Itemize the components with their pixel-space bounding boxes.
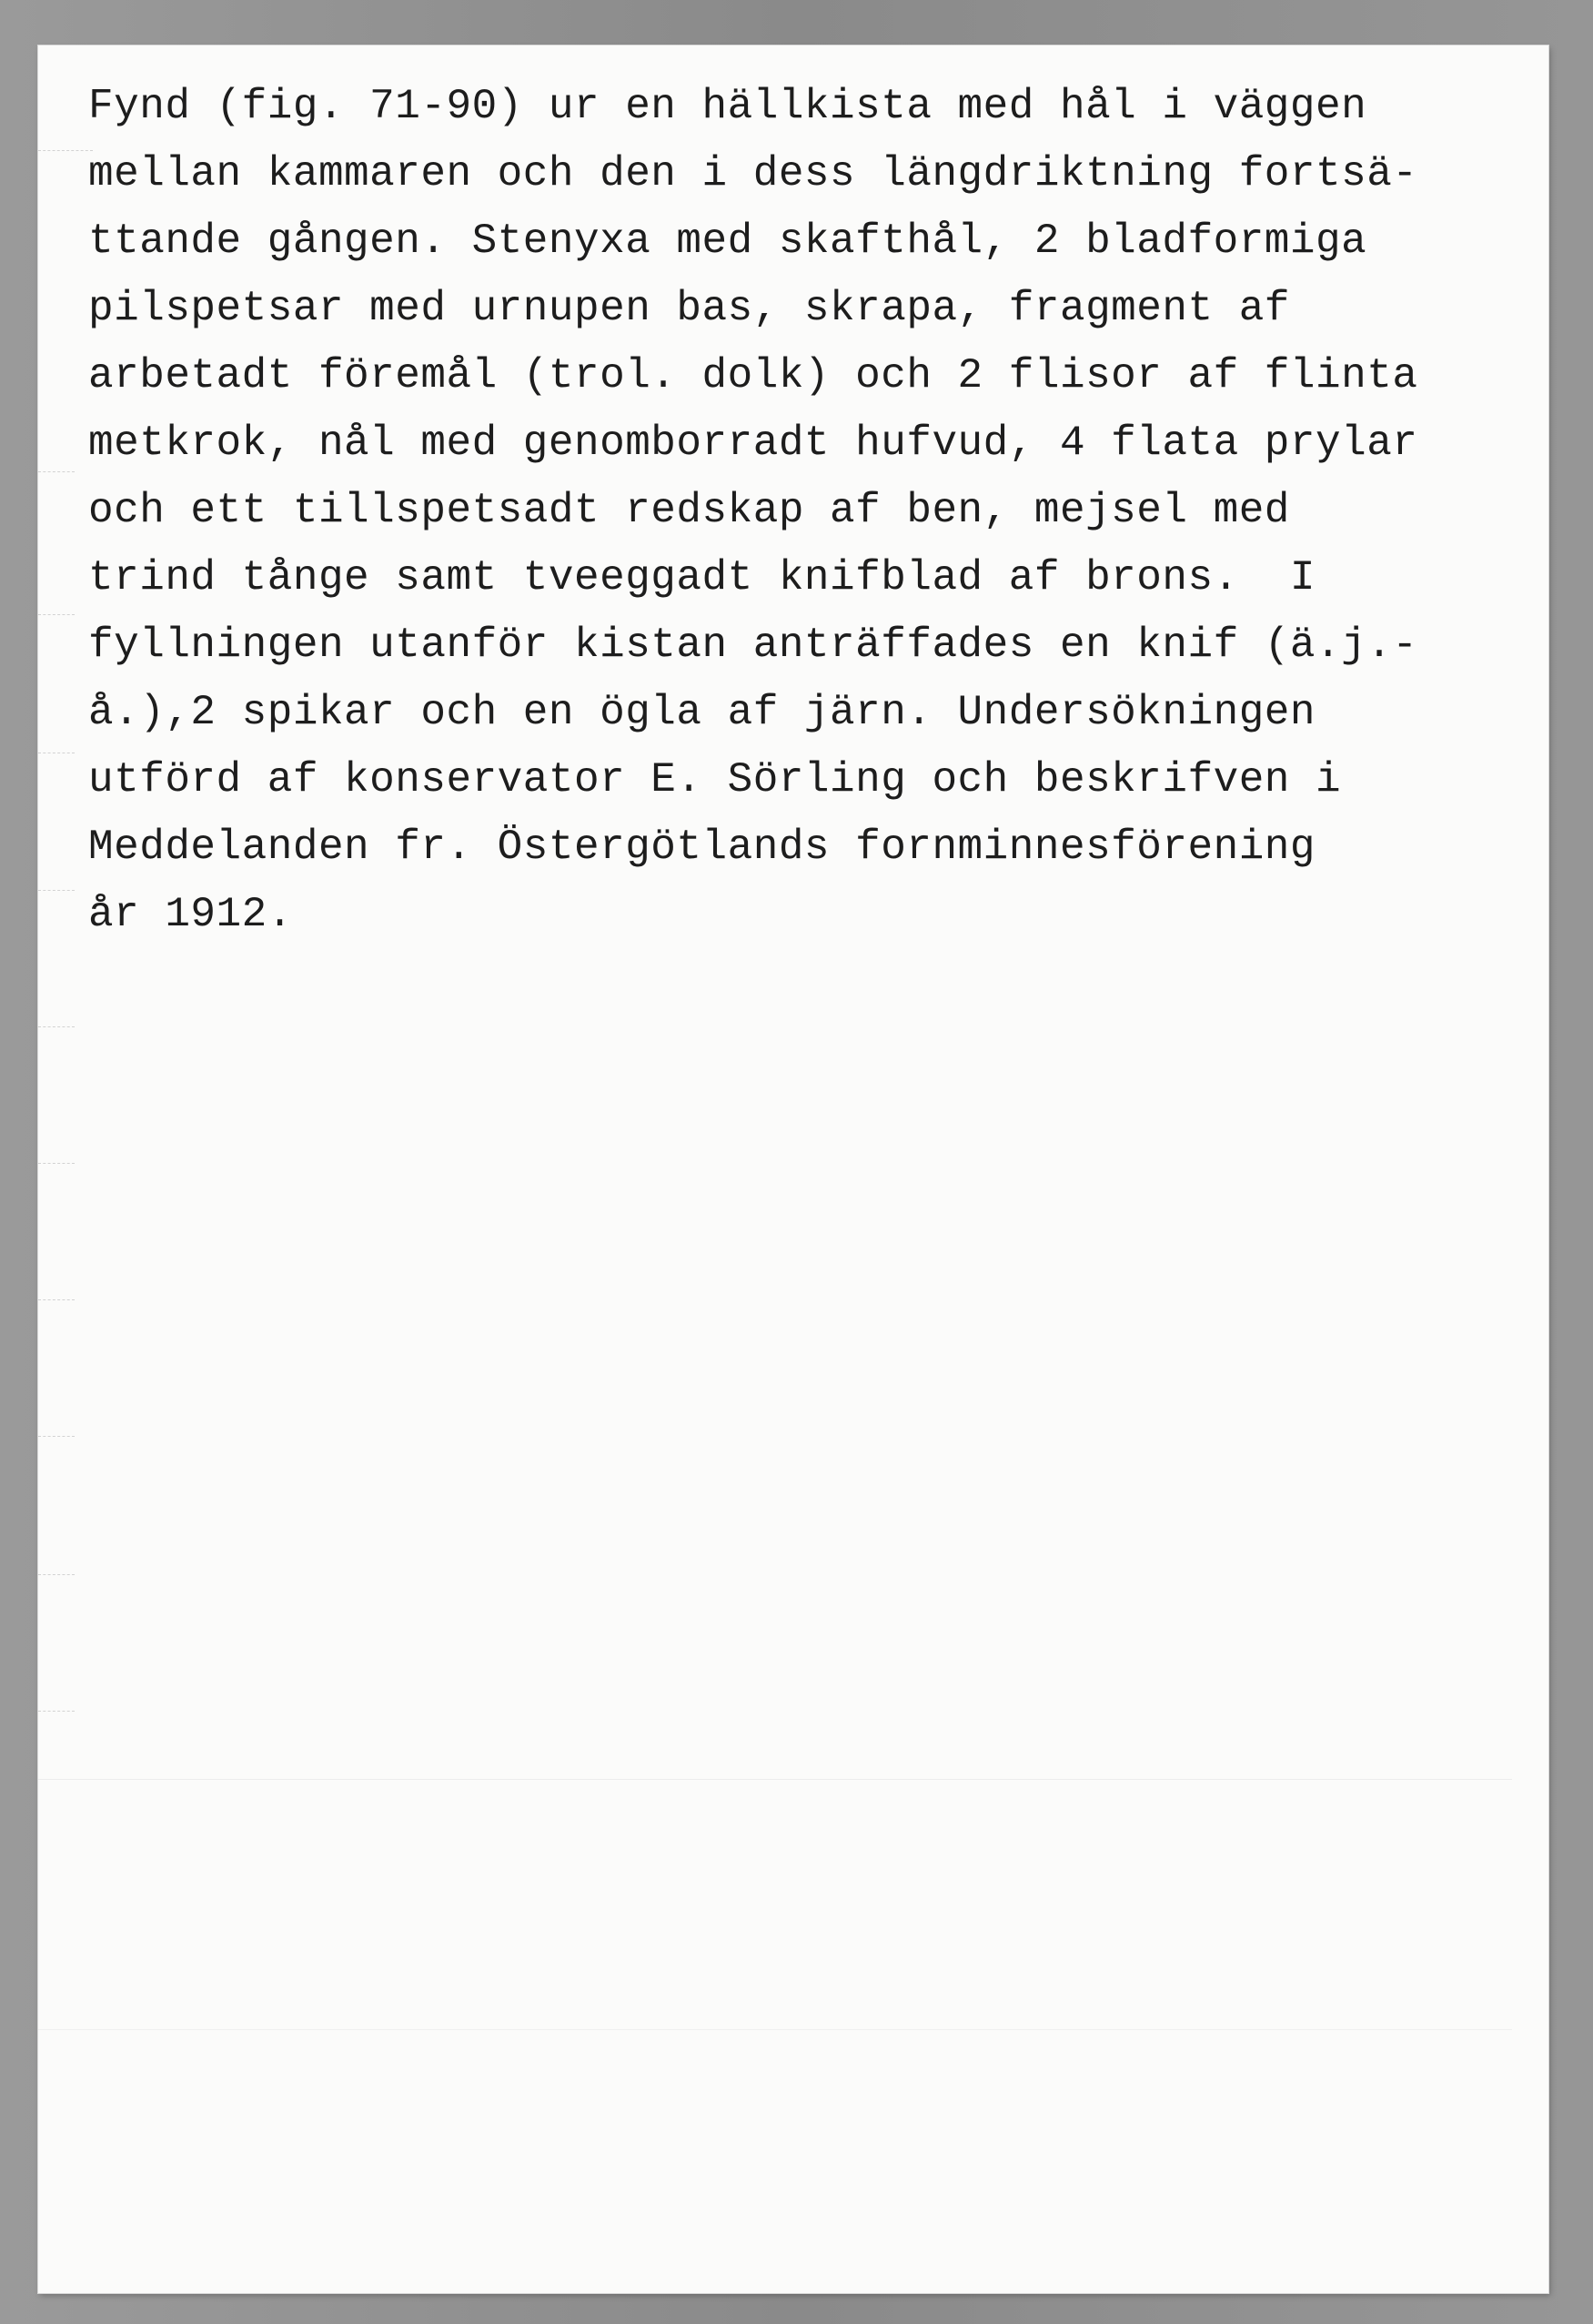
text-line: arbetadt föremål (trol. dolk) och 2 flisor af flinta	[88, 352, 1418, 399]
card-rule	[38, 753, 75, 754]
card-rule	[38, 471, 75, 473]
text-line: och ett tillspetsadt redskap af ben, mejsel med	[88, 487, 1290, 534]
card-rule	[38, 1163, 75, 1165]
card-rule	[38, 1026, 75, 1028]
text-line: utförd af konservator E. Sörling och beskrifven i	[88, 756, 1342, 803]
text-line: mellan kammaren och den i dess längdriktning fortsä-	[88, 150, 1418, 197]
text-line: Meddelanden fr. Östergötlands fornminnesförening	[88, 824, 1316, 871]
card-rule	[38, 614, 75, 616]
card-rule	[38, 2029, 1512, 2031]
card-rule	[38, 150, 93, 152]
text-line: Fynd (fig. 71-90) ur en hällkista med hål i väggen	[88, 83, 1367, 130]
card-rule	[38, 890, 75, 892]
card-rule	[38, 1299, 75, 1301]
index-card	[38, 45, 1548, 2293]
card-rule	[38, 1436, 75, 1438]
text-line: å.),2 spikar och en ögla af järn. Undersökningen	[88, 689, 1316, 736]
card-rule	[38, 1574, 75, 1576]
text-line: metkrok, nål med genomborradt hufvud, 4 flata prylar	[88, 419, 1418, 467]
text-line: trind tånge samt tveeggadt knifblad af brons. I	[88, 554, 1316, 601]
card-rule	[38, 1779, 1512, 1781]
text-line: ttande gången. Stenyxa med skafthål, 2 bladformiga	[88, 217, 1367, 265]
text-line: år 1912.	[88, 891, 293, 938]
card-rule	[38, 1711, 75, 1713]
text-line: fyllningen utanför kistan anträffades en knif (ä.j.-	[88, 621, 1418, 669]
typed-description	[88, 73, 1535, 948]
text-line: pilspetsar med urnupen bas, skrapa, fragment af	[88, 285, 1290, 332]
